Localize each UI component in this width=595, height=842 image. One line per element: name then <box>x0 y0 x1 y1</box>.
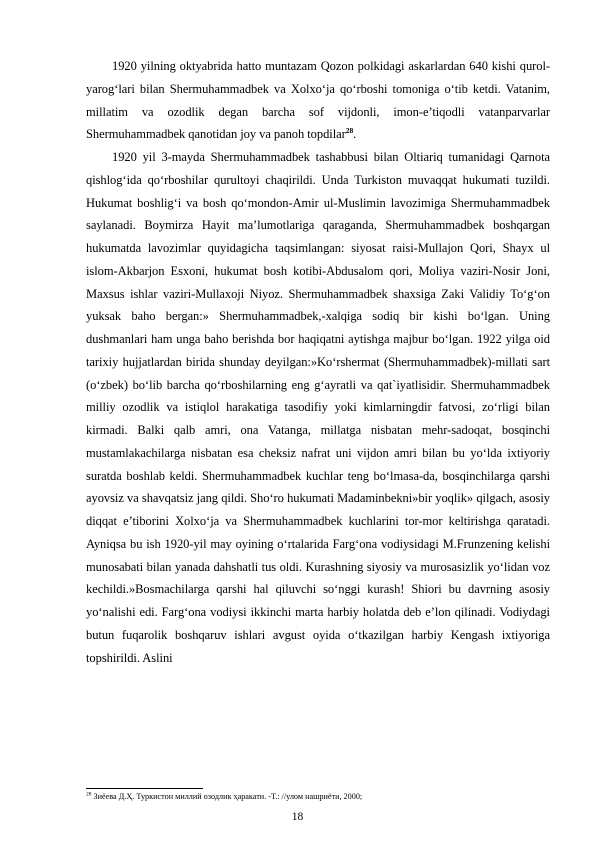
paragraph-1-end: . <box>353 127 357 142</box>
page-number: 18 <box>291 811 304 823</box>
page-body <box>86 55 550 669</box>
paragraph-1 <box>86 55 550 146</box>
footnote <box>86 791 550 802</box>
footnote-text: Зиёева Д.Ҳ. Туркистон миллий озодлик ҳаракати. -Т.: //улом нашриёти, 2000; <box>91 792 363 801</box>
paragraph-1-text: 1920 yilning oktyabrida hatto muntazam Qozon polkidagi askarlardan 640 kishi qurol-yarog‘lari bilan Shermuhammadbek va Xolxo‘ja qo‘rboshi tomoniga o‘tib ketdi. Vatanim, millatim va ozodlik degan barcha sof vijdonli, imon-e’tiqodli vatanparvarlar Shermuhammadbek qanotidan joy va panoh topdilar <box>86 59 550 142</box>
paragraph-2: 1920 yil 3-mayda Shermuhammadbek tashabbusi bilan Oltiariq tumanidagi Qarnota qishlog‘ida qo‘rboshilar qurultoyi chaqirildi. Unda Turkiston muvaqqat hukumati tuzildi. Hukumat boshlig‘i va bosh qo‘mondon-Amir ul-Muslimin lavozimiga Shermuhammadbek saylanadi. Boymirza Hayit ma’lumotlariga qaraganda, Shermuhammadbek boshqargan hukumatda lavozimlar quyidagicha taqsimlangan: siyosat raisi-Mullajon Qori, Shayx ul islom-Akbarjon Esxoni, hukumat bosh kotibi-Abdusalom qori, Moliya vaziri-Nosir Joni, Maxsus ishlar vaziri-Mullaxoji Niyoz. Shermuhammadbek shaxsiga Zaki Validiy To‘g‘on yuksak baho bergan:» Shermuhammadbek,-xalqiga sodiq bir kishi bo‘lgan. Uning dushmanlari ham unga baho berishda bor haqiqatni aytishga majbur bo‘lgan. 1922 yilga oid tarixiy hujjatlardan birida shunday deyilgan:»Ko‘rshermat (Shermuhammadbek)-millati sart (o‘zbek) bo‘lib barcha qo‘rboshilarning eng g‘ayratli va qat`iyatlisidir. Shermuhammadbek milliy ozodlik va istiqlol harakatiga tasodifiy yoki kimlarningdir fatvosi, zo‘rligi bilan kirmadi. Balki qalb amri, ona Vatanga, millatga nisbatan mehr-sadoqat, bosqinchi mustamlakachilarga nisbatan esa cheksiz nafrat uni vijdon amri bilan bu yo‘lda ixtiyoriy suratda boshlab keldi. Shermuhammadbek kuchlar teng bo‘lmasa-da, bosqinchilarga qarshi ayovsiz va shavqatsiz jang qildi. Sho‘ro hukumati Madaminbekni»bir yoqlik» qilgach, asosiy diqqat e’tiborini Xolxo‘ja va Shermuhammadbek kuchlarini tor-mor keltirishga qaratadi. Ayniqsa bu ish 1920-yil may oyining o‘rtalarida Farg‘ona vodiysidagi M.Frunzening kelishi munosabati bilan yanada dahshatli tus oldi. Kurashning siyosiy va murosasizlik yo‘lidan voz kechildi.»Bosmachilarga qarshi hal qiluvchi so‘nggi kurash! Shiori bu davrning asosiy yo‘nalishi edi. Farg‘ona vodiysi ikkinchi marta harbiy holatda deb e’lon qilinadi. Vodiydagi butun fuqarolik boshqaruv ishlari avgust oyida o‘tkazilgan harbiy Kengash ixtiyoriga topshirildi. Aslini <box>86 150 550 665</box>
footnote-reference[interactable]: 28 <box>345 126 354 136</box>
footnote-separator <box>86 788 203 789</box>
footnote-number: 28 <box>86 791 92 798</box>
